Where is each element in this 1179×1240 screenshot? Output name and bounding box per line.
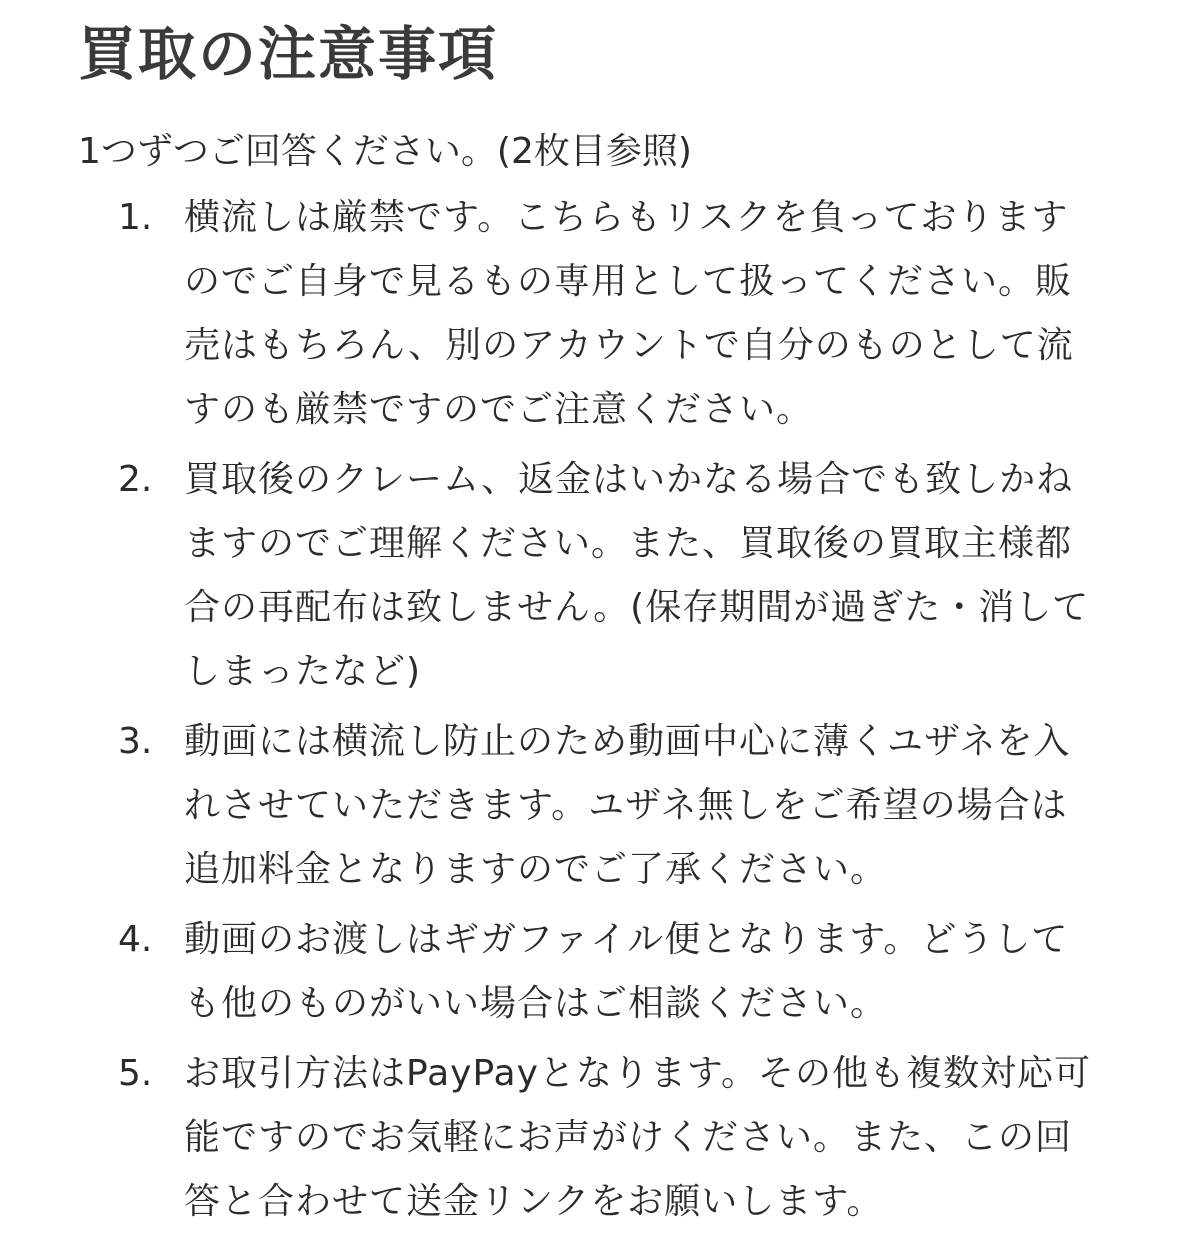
list-item-text: お取引方法はPayPayとなります。その他も複数対応可能ですのでお気軽にお声がけください。また、この回答と合わせて送金リンクをお願いします。 [184, 1053, 1092, 1222]
list-item [78, 1042, 1098, 1234]
list-item-text: 動画のお渡しはギガファイル便となります。どうしても他のものがいい場合はご相談ください。 [184, 919, 1069, 1024]
list-item-text: 動画には横流し防止のため動画中心に薄くユザネを入れさせていただきます。ユザネ無しをご希望の場合は追加料金となりますのでご了承ください。 [184, 721, 1071, 890]
notes-list [78, 186, 1098, 1240]
list-number: 4. [118, 919, 153, 960]
list-number: 2. [118, 459, 153, 500]
intro-text: 1つずつご回答ください。(2枚目参照) [78, 131, 692, 172]
list-item [78, 186, 1098, 442]
page-title: 買取の注意事項 [78, 20, 499, 88]
list-number: 1. [118, 197, 153, 238]
list-number: 5. [118, 1053, 153, 1094]
list-item-text: 横流しは厳禁です。こちらもリスクを負っておりますのでご自身で見るもの専用として扱ってください。販売はもちろん、別のアカウントで自分のものとして流すのも厳禁ですのでご注意ください。 [184, 197, 1074, 430]
list-item [78, 710, 1098, 902]
list-number: 3. [118, 721, 153, 762]
list-item [78, 448, 1098, 704]
list-item [78, 908, 1098, 1036]
list-item-text: 買取後のクレーム、返金はいかなる場合でも致しかねますのでご理解ください。また、買取後の買取主様都合の再配布は致しません。(保存期間が過ぎた・消してしまったなど) [184, 459, 1090, 692]
